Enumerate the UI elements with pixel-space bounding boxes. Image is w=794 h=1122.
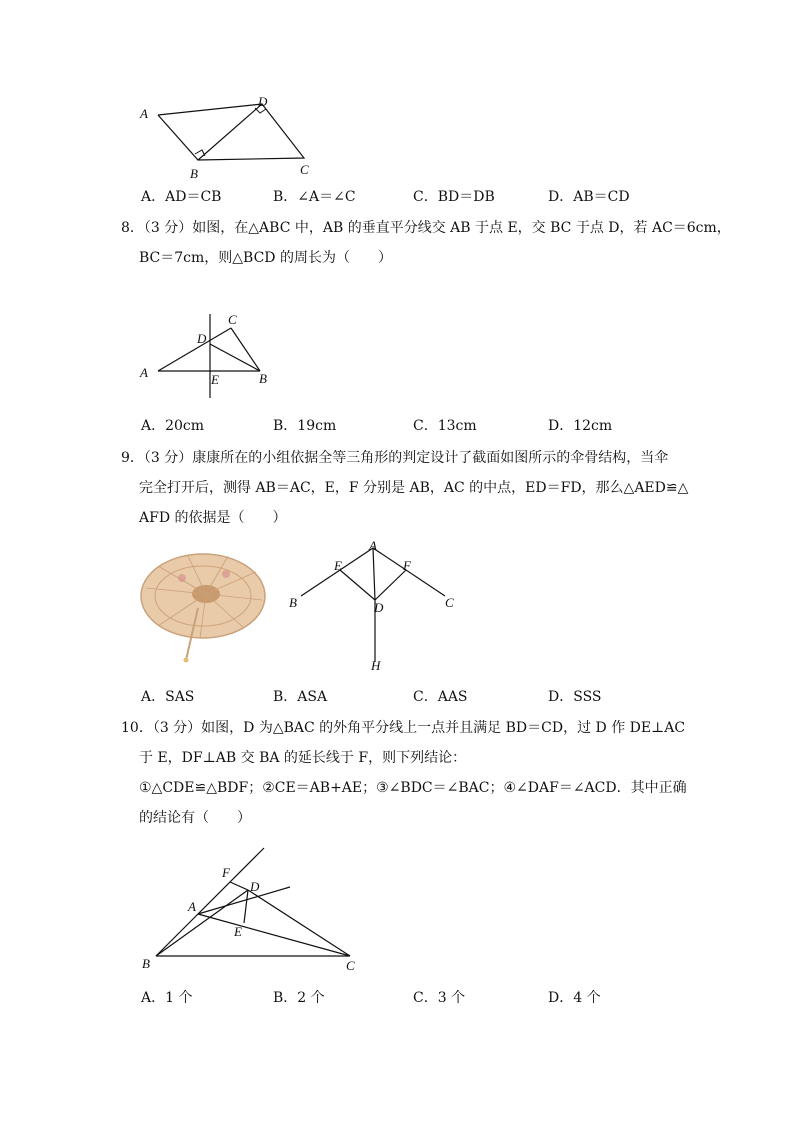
q10-label-e: E [234,924,242,939]
q10-stem-line3: ①△CDE≌△BDF；②CE＝AB+AE；③∠BDC＝∠BAC；④∠DAF＝∠ACD．其中正确 [139,780,687,796]
q8-label-a: A [140,365,148,380]
q8-label-e: E [211,372,219,387]
q9-option-d[interactable]: D．SSS [548,689,602,705]
q9-label-e: E [334,558,342,573]
q7-option-b[interactable]: B．∠A＝∠C [273,189,356,205]
q8-label-b: B [259,371,267,386]
q8-stem-line2: BC＝7cm，则△BCD 的周长为（ ） [139,250,392,266]
q7-label-d: D [258,94,268,109]
q9-label-c: C [445,595,454,610]
umbrella-image [138,548,268,666]
q9-label-a: A [369,538,377,553]
q7-label-c: C [300,162,309,177]
q8-option-a[interactable]: A．20cm [141,418,205,434]
q10-label-c: C [346,958,355,970]
q8-label-c: C [228,312,237,327]
q8-stem-line1: 8．（3 分）如图，在△ABC 中，AB 的垂直平分线交 AB 于点 E，交 BC 于点 D，若 AC＝6cm， [121,220,731,236]
q8-option-b[interactable]: B．19cm [273,418,337,434]
q9-label-d: D [374,600,384,615]
q10-stem-line4: 的结论有（ ） [139,810,251,826]
q7-figure [138,92,318,182]
q7-option-c[interactable]: C．BD＝DB [413,189,495,205]
q9-option-c[interactable]: C．AAS [413,689,468,705]
q10-option-d[interactable]: D．4 个 [548,990,601,1006]
q8-figure [138,310,278,400]
q10-label-f: F [222,865,230,880]
q8-option-c[interactable]: C．13cm [413,418,477,434]
q9-label-f: F [403,558,411,573]
q9-option-a[interactable]: A．SAS [141,689,195,705]
q7-option-a[interactable]: A．AD＝CB [141,189,222,205]
q9-figure [285,538,460,673]
q10-option-a[interactable]: A．1 个 [141,990,193,1006]
q10-label-d: D [250,879,260,894]
q7-label-a: A [140,106,148,121]
q10-label-b: B [142,956,150,970]
q7-label-b: B [190,166,198,181]
q10-figure [138,842,368,970]
q9-stem-line1: 9．（3 分）康康所在的小组依据全等三角形的判定设计了截面如图所示的伞骨结构，当伞 [121,450,669,466]
q9-option-b[interactable]: B．ASA [273,689,328,705]
q9-label-b: B [289,595,297,610]
q7-option-d[interactable]: D．AB＝CD [548,189,630,205]
q10-label-a: A [188,899,196,914]
q10-option-c[interactable]: C．3 个 [413,990,466,1006]
q10-stem-line1: 10．（3 分）如图，D 为△BAC 的外角平分线上一点并且满足 BD＝CD，过 D 作 DE⊥AC [121,720,686,736]
q9-stem-line2: 完全打开后，测得 AB＝AC，E，F 分别是 AB，AC 的中点，ED＝FD，那么△AED≌△ [139,480,689,496]
q9-label-h: H [371,658,381,673]
q10-option-b[interactable]: B．2 个 [273,990,325,1006]
q10-stem-line2: 于 E，DF⊥AB 交 BA 的延长线于 F，则下列结论： [139,750,467,766]
q8-option-d[interactable]: D．12cm [548,418,613,434]
q8-label-d: D [197,331,207,346]
q9-stem-line3: AFD 的依据是（ ） [139,510,287,526]
